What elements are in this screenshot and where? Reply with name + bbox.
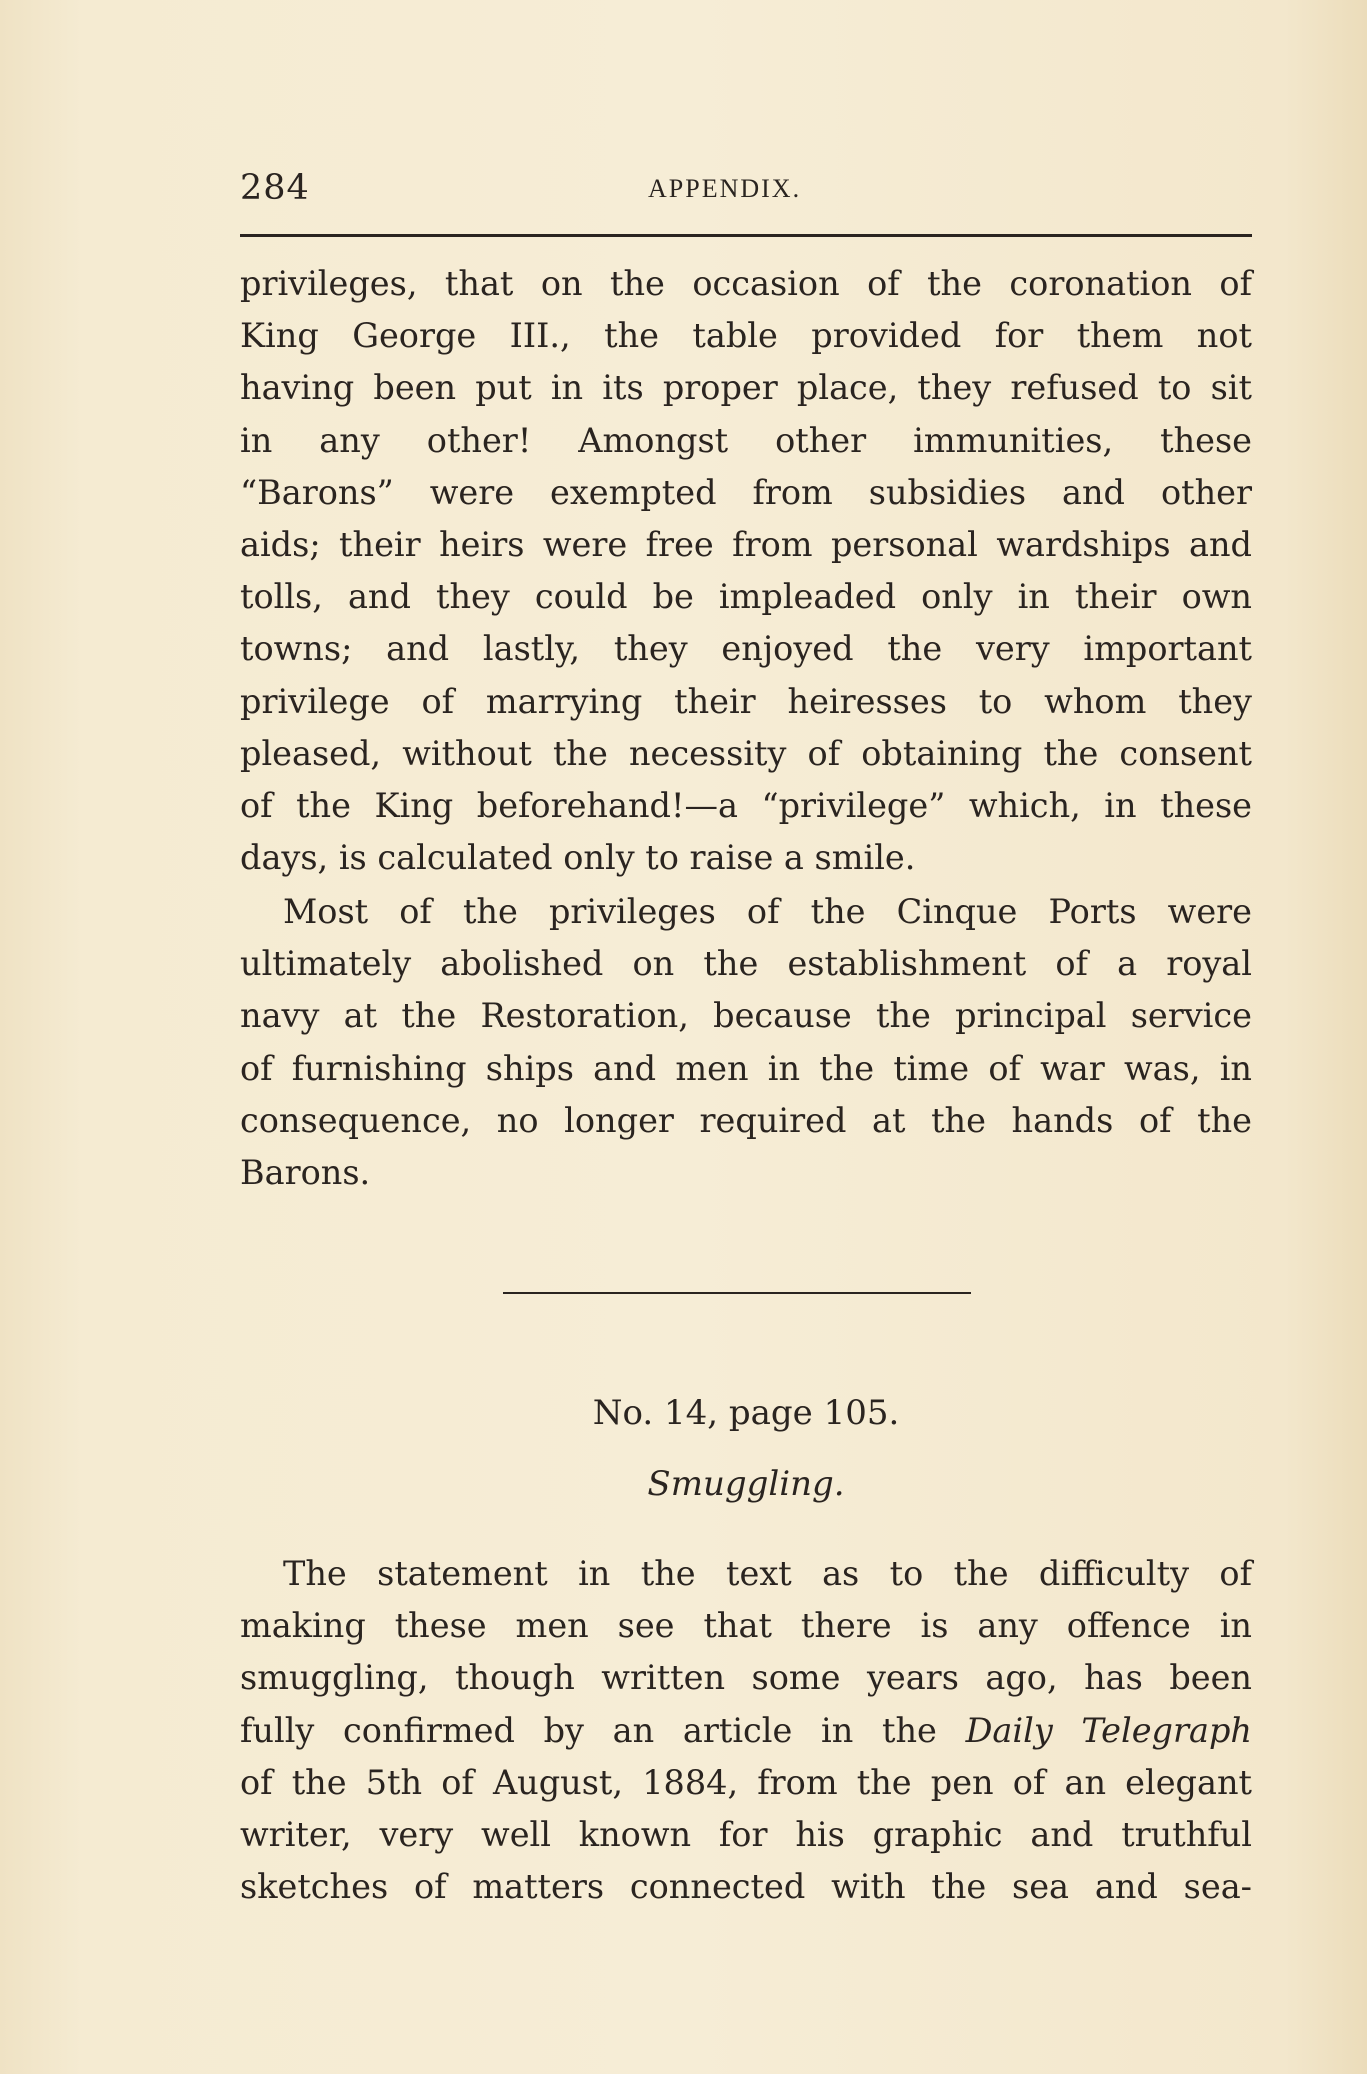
running-head: APPENDIX. [648, 174, 802, 203]
paragraph-privileges [240, 258, 1252, 884]
text-line: Barons. [240, 1152, 371, 1192]
text-line: days, is calculated only to raise a smile. [240, 838, 916, 878]
newspaper-title: Daily Telegraph [965, 1710, 1252, 1750]
text-line: pleased, without the necessity of obtaining the consent [240, 733, 1252, 773]
text-line-with-title [240, 1705, 1252, 1757]
text-line: navy at the Restoration, because the principal service [240, 996, 1252, 1036]
text-line: smuggling, though written some years ago, has been [240, 1658, 1252, 1698]
text-line: tolls, and they could be impleaded only in their own [240, 577, 1252, 617]
text-line: of the King beforehand!—a “privilege” which, in these [240, 785, 1252, 825]
section-subtitle: Smuggling. [647, 1464, 845, 1504]
text-line: making these men see that there is any offence in [240, 1606, 1252, 1646]
text-line: writer, very well known for his graphic and truthful [240, 1814, 1252, 1854]
text-line: The statement in the text as to the difficulty of [283, 1554, 1252, 1593]
text-line: of the 5th of August, 1884, from the pen of an elegant [240, 1762, 1252, 1802]
page-header [240, 168, 1252, 218]
text-line: King George III., the table provided for them not [240, 316, 1252, 356]
text-line: aids; their heirs were free from personal wardships and [240, 524, 1252, 564]
text-line: in any other! Amongst other immunities, these [240, 420, 1252, 460]
page-number: 284 [240, 168, 310, 208]
text-line: Most of the privileges of the Cinque Ports were [283, 892, 1252, 931]
text-line: privileges, that on the occasion of the coronation of [240, 264, 1252, 303]
paragraph-smuggling [240, 1548, 1252, 1913]
section-divider [503, 1292, 971, 1294]
text-line: consequence, no longer required at the hands of the [240, 1100, 1252, 1140]
text-line: ultimately abolished on the establishment of a royal [240, 944, 1252, 984]
text-line: having been put in its proper place, they refused to sit [240, 368, 1252, 408]
section-heading: No. 14, page 105. [592, 1393, 900, 1433]
paragraph-abolished [240, 886, 1252, 1199]
text-line: towns; and lastly, they enjoyed the very important [240, 629, 1252, 669]
text-line: sketches of matters connected with the sea and sea- [240, 1867, 1252, 1907]
text-line: of furnishing ships and men in the time of war was, in [240, 1048, 1252, 1088]
text-line: “Barons” were exempted from subsidies and other [240, 472, 1252, 512]
text-line-segment: fully confirmed by an article in the [240, 1710, 966, 1750]
text-line: privilege of marrying their heiresses to whom they [240, 681, 1252, 721]
header-rule [240, 234, 1252, 237]
